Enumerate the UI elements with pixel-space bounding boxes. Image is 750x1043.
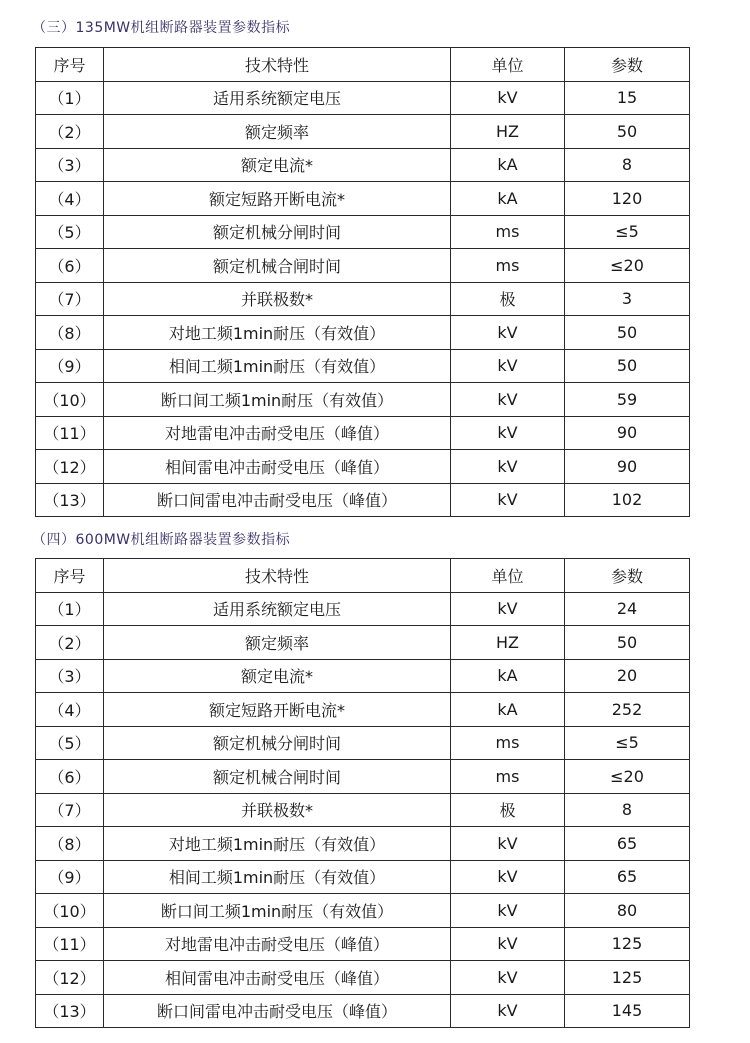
value: 50 (565, 115, 690, 149)
table-row (36, 81, 690, 115)
table-row (36, 282, 690, 316)
feature-name: 适用系统额定电压 (104, 81, 451, 115)
unit: kV (451, 383, 565, 417)
header-feature: 技术特性 (104, 559, 451, 593)
value: 50 (565, 626, 690, 660)
value: 90 (565, 450, 690, 484)
row-number: （9） (36, 860, 104, 894)
unit: kV (451, 81, 565, 115)
unit: kV (451, 860, 565, 894)
unit: kV (451, 827, 565, 861)
table-row (36, 316, 690, 350)
table-row (36, 659, 690, 693)
feature-name: 额定频率 (104, 115, 451, 149)
header-value: 参数 (565, 559, 690, 593)
unit: kV (451, 416, 565, 450)
table-row (36, 383, 690, 417)
unit: ms (451, 215, 565, 249)
row-number: （3） (36, 659, 104, 693)
table-row (36, 416, 690, 450)
value: 65 (565, 860, 690, 894)
table-row (36, 349, 690, 383)
table-header-row (36, 48, 690, 82)
row-number: （13） (36, 483, 104, 517)
header-unit: 单位 (451, 48, 565, 82)
row-number: （7） (36, 793, 104, 827)
feature-name: 并联极数* (104, 282, 451, 316)
row-number: （2） (36, 626, 104, 660)
feature-name: 相间工频1min耐压（有效值） (104, 860, 451, 894)
value: 50 (565, 349, 690, 383)
value: ≤20 (565, 760, 690, 794)
unit: 极 (451, 282, 565, 316)
table-row (36, 148, 690, 182)
unit: kV (451, 894, 565, 928)
feature-name: 断口间雷电冲击耐受电压（峰值） (104, 994, 451, 1028)
feature-name: 断口间工频1min耐压（有效值） (104, 383, 451, 417)
unit: kV (451, 592, 565, 626)
spec-table-135mw (35, 47, 690, 517)
table-row (36, 626, 690, 660)
row-number: （4） (36, 693, 104, 727)
table-row (36, 182, 690, 216)
row-number: （12） (36, 961, 104, 995)
row-number: （11） (36, 927, 104, 961)
value: 125 (565, 961, 690, 995)
table-row (36, 994, 690, 1028)
feature-name: 额定短路开断电流* (104, 693, 451, 727)
row-number: （8） (36, 316, 104, 350)
table-row (36, 961, 690, 995)
feature-name: 相间雷电冲击耐受电压（峰值） (104, 450, 451, 484)
table-row (36, 592, 690, 626)
row-number: （10） (36, 383, 104, 417)
unit: ms (451, 726, 565, 760)
section-title-600mw: （四）600MW机组断路器装置参数指标 (32, 532, 291, 548)
unit: HZ (451, 115, 565, 149)
table-row (36, 760, 690, 794)
table-row (36, 927, 690, 961)
feature-name: 额定机械合闸时间 (104, 760, 451, 794)
feature-name: 额定机械合闸时间 (104, 249, 451, 283)
unit: ms (451, 249, 565, 283)
unit: kA (451, 693, 565, 727)
row-number: （8） (36, 827, 104, 861)
unit: kV (451, 349, 565, 383)
value: 50 (565, 316, 690, 350)
table-row (36, 249, 690, 283)
unit: ms (451, 760, 565, 794)
table-row (36, 894, 690, 928)
table-row (36, 215, 690, 249)
feature-name: 对地雷电冲击耐受电压（峰值） (104, 927, 451, 961)
header-unit: 单位 (451, 559, 565, 593)
value: 8 (565, 793, 690, 827)
table-row (36, 450, 690, 484)
unit: kA (451, 659, 565, 693)
feature-name: 对地雷电冲击耐受电压（峰值） (104, 416, 451, 450)
value: 125 (565, 927, 690, 961)
row-number: （11） (36, 416, 104, 450)
value: 8 (565, 148, 690, 182)
unit: kV (451, 927, 565, 961)
row-number: （1） (36, 592, 104, 626)
row-number: （9） (36, 349, 104, 383)
feature-name: 相间雷电冲击耐受电压（峰值） (104, 961, 451, 995)
unit: kV (451, 483, 565, 517)
value: ≤5 (565, 215, 690, 249)
table-row (36, 115, 690, 149)
feature-name: 适用系统额定电压 (104, 592, 451, 626)
value: 3 (565, 282, 690, 316)
unit: HZ (451, 626, 565, 660)
header-value: 参数 (565, 48, 690, 82)
feature-name: 并联极数* (104, 793, 451, 827)
value: 252 (565, 693, 690, 727)
value: 24 (565, 592, 690, 626)
feature-name: 对地工频1min耐压（有效值） (104, 316, 451, 350)
row-number: （7） (36, 282, 104, 316)
row-number: （5） (36, 215, 104, 249)
table-row (36, 693, 690, 727)
unit: kA (451, 182, 565, 216)
value: 102 (565, 483, 690, 517)
feature-name: 额定电流* (104, 659, 451, 693)
row-number: （2） (36, 115, 104, 149)
row-number: （6） (36, 760, 104, 794)
feature-name: 额定机械分闸时间 (104, 726, 451, 760)
value: ≤5 (565, 726, 690, 760)
table-row (36, 793, 690, 827)
row-number: （4） (36, 182, 104, 216)
value: 145 (565, 994, 690, 1028)
header-no: 序号 (36, 48, 104, 82)
row-number: （3） (36, 148, 104, 182)
feature-name: 额定电流* (104, 148, 451, 182)
feature-name: 对地工频1min耐压（有效值） (104, 827, 451, 861)
header-feature: 技术特性 (104, 48, 451, 82)
row-number: （6） (36, 249, 104, 283)
table-header-row (36, 559, 690, 593)
row-number: （13） (36, 994, 104, 1028)
value: 15 (565, 81, 690, 115)
unit: kV (451, 961, 565, 995)
unit: kV (451, 994, 565, 1028)
row-number: （1） (36, 81, 104, 115)
unit: 极 (451, 793, 565, 827)
row-number: （10） (36, 894, 104, 928)
value: 80 (565, 894, 690, 928)
feature-name: 额定频率 (104, 626, 451, 660)
value: 20 (565, 659, 690, 693)
feature-name: 相间工频1min耐压（有效值） (104, 349, 451, 383)
value: 65 (565, 827, 690, 861)
unit: kV (451, 450, 565, 484)
table-row (36, 860, 690, 894)
row-number: （12） (36, 450, 104, 484)
feature-name: 断口间雷电冲击耐受电压（峰值） (104, 483, 451, 517)
table-row (36, 726, 690, 760)
table-row (36, 827, 690, 861)
value: 120 (565, 182, 690, 216)
value: 90 (565, 416, 690, 450)
unit: kV (451, 316, 565, 350)
spec-table-600mw (35, 558, 690, 1028)
section-title-135mw: （三）135MW机组断路器装置参数指标 (32, 20, 291, 36)
value: 59 (565, 383, 690, 417)
row-number: （5） (36, 726, 104, 760)
unit: kA (451, 148, 565, 182)
header-no: 序号 (36, 559, 104, 593)
value: ≤20 (565, 249, 690, 283)
table-row (36, 483, 690, 517)
feature-name: 额定机械分闸时间 (104, 215, 451, 249)
feature-name: 额定短路开断电流* (104, 182, 451, 216)
feature-name: 断口间工频1min耐压（有效值） (104, 894, 451, 928)
